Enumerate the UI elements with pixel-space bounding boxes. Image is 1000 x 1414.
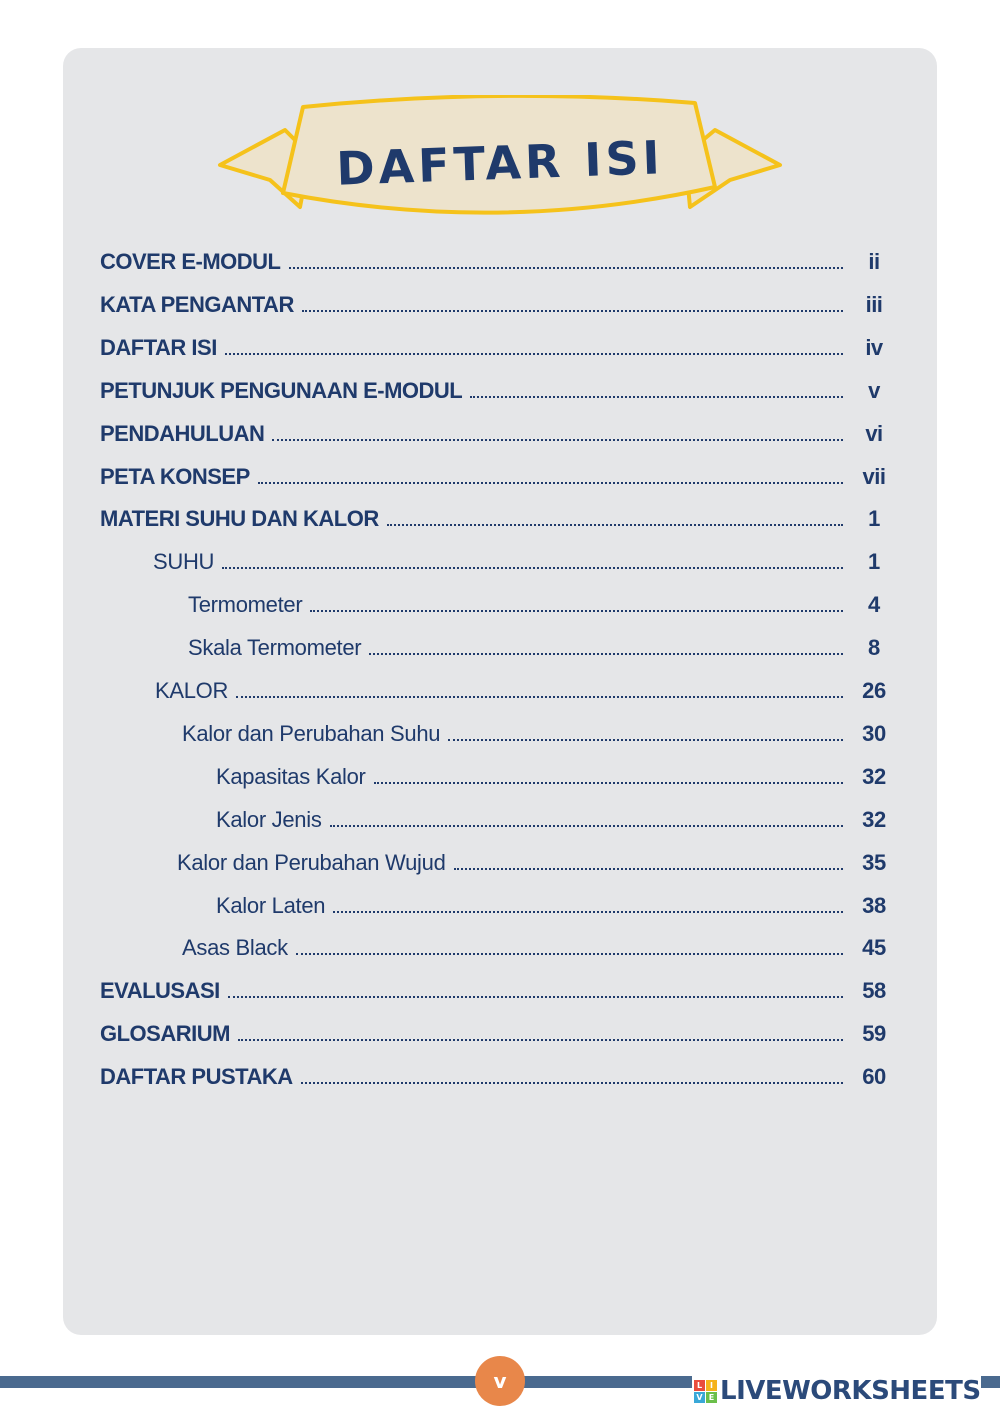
toc-label: KATA PENGANTAR [100, 291, 294, 317]
toc-row[interactable] [100, 461, 897, 493]
page-number-badge: v [475, 1356, 525, 1406]
toc-label: Termometer [188, 592, 303, 618]
toc-row[interactable] [188, 589, 897, 621]
toc-page-number: v [868, 377, 880, 403]
toc-page-number: 59 [862, 1021, 886, 1047]
toc-page-number: 1 [868, 506, 880, 532]
toc-leader-dots [238, 1039, 843, 1041]
toc-label: Kalor Laten [216, 892, 326, 918]
toc-row[interactable] [216, 890, 897, 922]
toc-leader-dots [333, 911, 843, 913]
toc-leader-dots [310, 610, 843, 612]
toc-page-number: ii [868, 249, 880, 274]
logo-cube-i: I [706, 1380, 717, 1391]
toc-label: Kalor dan Perubahan Suhu [182, 720, 441, 746]
toc-row[interactable] [100, 246, 897, 278]
toc-label: DAFTAR ISI [100, 334, 217, 360]
toc-label: GLOSARIUM [100, 1021, 230, 1047]
toc-row[interactable] [188, 632, 897, 664]
logo-cube-e: E [706, 1392, 717, 1403]
toc-leader-dots [228, 996, 843, 998]
toc-row[interactable] [100, 418, 897, 450]
toc-label: EVALUSASI [100, 978, 220, 1004]
toc-row[interactable] [100, 1018, 897, 1050]
logo-cube-v: V [694, 1392, 705, 1403]
toc-row[interactable] [216, 761, 897, 793]
toc-row[interactable] [182, 718, 897, 750]
toc-leader-dots [296, 953, 843, 955]
toc-page-number: 58 [862, 978, 886, 1004]
toc-leader-dots [222, 567, 843, 569]
toc-label: KALOR [155, 678, 229, 703]
toc-label: DAFTAR PUSTAKA [100, 1064, 293, 1090]
toc-leader-dots [301, 1082, 843, 1084]
toc-label: Asas Black [182, 935, 288, 961]
toc-row[interactable] [153, 546, 897, 578]
toc-page-number: iii [865, 291, 883, 317]
toc-leader-dots [387, 524, 843, 526]
toc-leader-dots [374, 782, 843, 784]
toc-page-number: 4 [868, 592, 880, 618]
toc-page-number: 35 [862, 849, 886, 875]
toc-label: Kapasitas Kalor [216, 763, 366, 789]
toc-page-number: iv [865, 334, 883, 360]
toc-page-number: vii [862, 463, 886, 489]
toc-label: MATERI SUHU DAN KALOR [100, 506, 379, 532]
page-title: DAFTAR ISI [335, 130, 665, 196]
toc-label: PENDAHULUAN [100, 420, 265, 446]
toc-page-number: 45 [862, 935, 886, 961]
toc-page-number: vi [865, 420, 883, 446]
toc-page-number: 8 [868, 635, 880, 661]
toc-leader-dots [470, 396, 843, 398]
toc-leader-dots [289, 267, 844, 269]
toc-row[interactable] [100, 975, 897, 1007]
toc-label: PETA KONSEP [100, 463, 250, 489]
toc-row[interactable] [182, 932, 897, 964]
toc-page-number: 30 [862, 720, 886, 746]
toc-page-number: 60 [862, 1064, 886, 1090]
logo-cube-l: L [694, 1380, 705, 1391]
toc-leader-dots [258, 482, 843, 484]
toc-page-number: 1 [868, 549, 880, 575]
toc-leader-dots [272, 439, 843, 441]
toc-leader-dots [448, 739, 843, 741]
toc-leader-dots [330, 825, 843, 827]
toc-leader-dots [369, 653, 843, 655]
toc-leader-dots [302, 310, 843, 312]
toc-row[interactable] [100, 375, 897, 407]
toc-page-number: 32 [862, 806, 886, 832]
toc-row[interactable] [100, 503, 897, 535]
toc-label: Skala Termometer [188, 635, 362, 661]
toc-row[interactable] [216, 804, 897, 836]
toc-row[interactable] [100, 289, 897, 321]
toc-label: Kalor dan Perubahan Wujud [177, 849, 446, 875]
toc-row[interactable] [155, 675, 897, 707]
toc-page-number: 26 [862, 678, 886, 703]
logo-cubes-icon [694, 1380, 717, 1403]
toc-label: COVER E-MODUL [100, 249, 281, 274]
toc-row[interactable] [177, 847, 897, 879]
toc-row[interactable] [100, 1061, 897, 1093]
toc-label: SUHU [153, 549, 215, 575]
liveworksheets-logo [692, 1374, 981, 1408]
toc-leader-dots [236, 696, 843, 698]
toc-leader-dots [225, 353, 843, 355]
toc-label: Kalor Jenis [216, 806, 322, 832]
brand-name: LIVEWORKSHEETS [720, 1376, 981, 1406]
toc-row[interactable] [100, 332, 897, 364]
toc-page-number: 38 [862, 892, 886, 918]
toc-label: PETUNJUK PENGUNAAN E-MODUL [100, 377, 463, 403]
toc-leader-dots [454, 868, 843, 870]
toc-page-number: 32 [862, 763, 886, 789]
